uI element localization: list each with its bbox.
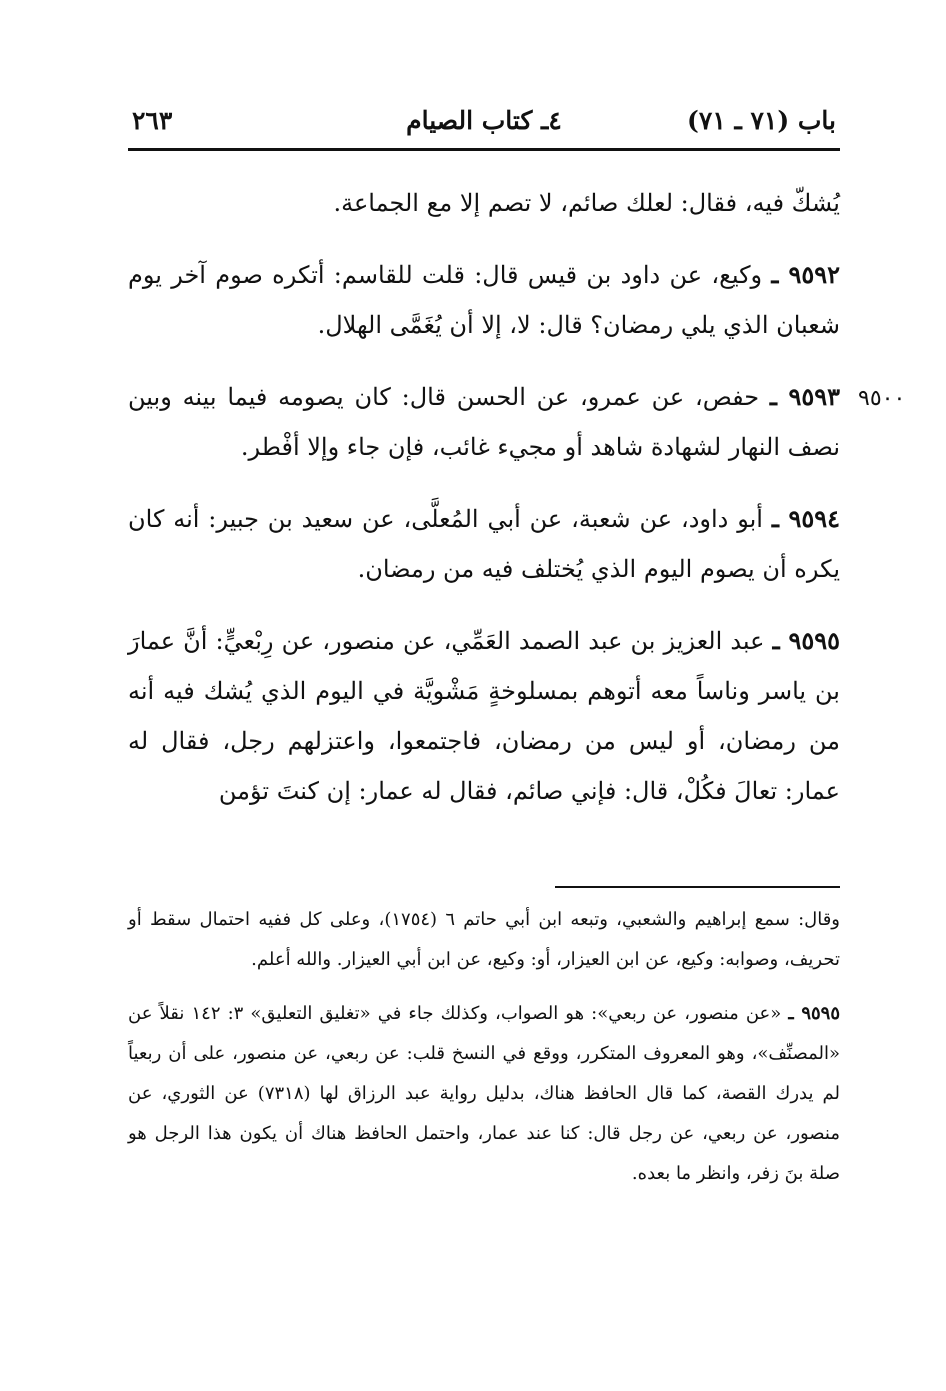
book-title: ٤ـ كتاب الصيام: [406, 106, 562, 135]
footnote-text: وقال: سمع إبراهيم والشعبي، وتبعه ابن أبي حاتم ٦ (١٧٥٤)، وعلى كل ففيه احتمال سقط أو تحريف، وصوابه: وكيع، عن ابن العيزار، أو: وكيع، عن ابن أبي العيزار. والله أعلم.: [128, 909, 840, 970]
footnote-number: ٩٥٩٥ ـ: [788, 1003, 840, 1024]
hadith-9592: [128, 250, 840, 350]
hadith-text: عبد العزيز بن عبد الصمد العَمِّي، عن منصور، عن رِبْعيٍّ: أنَّ عمارَ بن ياسر وناساً معه أتوهم بمسلوخةٍ مَشْويَّة في اليوم الذي يُشك فيه أنه من رمضان، أو ليس من رمضان، فاجتمعوا، واعتزلهم رجل، فقال له عمار: تعالَ فكُلْ، قال: فإني صائم، فقال له عمار: إن كنتَ تؤمن: [128, 627, 840, 805]
footnote-9595: [128, 994, 840, 1194]
hadith-text: وكيع، عن داود بن قيس قال: قلت للقاسم: أتكره صوم آخر يوم شعبان الذي يلي رمضان؟ قال: لا، إلا أن يُغَمَّى الهلال.: [128, 261, 840, 339]
margin-reference-number: ٩٥٠٠: [858, 386, 906, 411]
page-number: ٢٦٣: [132, 106, 173, 135]
hadith-number: ٩٥٩٥ ـ: [772, 626, 840, 655]
hadith-number: ٩٥٩٣ ـ: [769, 382, 840, 411]
hadith-text: أبو داود، عن شعبة، عن أبي المُعلَّى، عن سعيد بن جبير: أنه كان يكره أن يصوم اليوم الذي يُختلف فيه من رمضان.: [128, 505, 840, 583]
hadith-number: ٩٥٩٤ ـ: [771, 504, 841, 533]
header-divider: [128, 148, 840, 151]
hadith-number: ٩٥٩٢ ـ: [771, 260, 840, 289]
hadith-text: حفص، عن عمرو، عن الحسن قال: كان يصومه فيما بينه وبين نصف النهار لشهادة شاهد أو مجيء غائب، فإن جاء وإلا أفْطر.: [128, 383, 840, 461]
hadith-9593: [128, 372, 840, 472]
paragraph-text: يُشكّ فيه، فقال: لعلك صائم، لا تصم إلا مع الجماعة.: [333, 189, 840, 217]
footnote-continuation: [128, 900, 840, 980]
main-text: [128, 178, 840, 838]
chapter-title: باب (٧١ ـ ٧١): [687, 106, 836, 135]
page-header: [128, 100, 840, 142]
hadith-9595: [128, 616, 840, 816]
hadith-9594: [128, 494, 840, 594]
footnote-divider: [555, 886, 840, 888]
footnote-text: «عن منصور، عن ربعي»: هو الصواب، وكذلك جاء في «تغليق التعليق» ٣: ١٤٢ نقلاً عن «المصنِّف»، وهو المعروف المتكرر، ووقع في النسخ قلب: عن ربعي، عن منصور، على أن ربعياً لم يدرك القصة، كما قال الحافظ هناك، بدليل رواية عبد الرزاق لها (٧٣١٨) عن الثوري، عن منصور، عن ربعي، عن رجل قال: كنا عند عمار، واحتمل الحافظ هناك أن يكون هذا الرجل هو صلة بنَ زفر، وانظر ما بعده.: [128, 1003, 840, 1184]
paragraph-continuation: [128, 178, 840, 228]
footnotes: [128, 900, 840, 1208]
